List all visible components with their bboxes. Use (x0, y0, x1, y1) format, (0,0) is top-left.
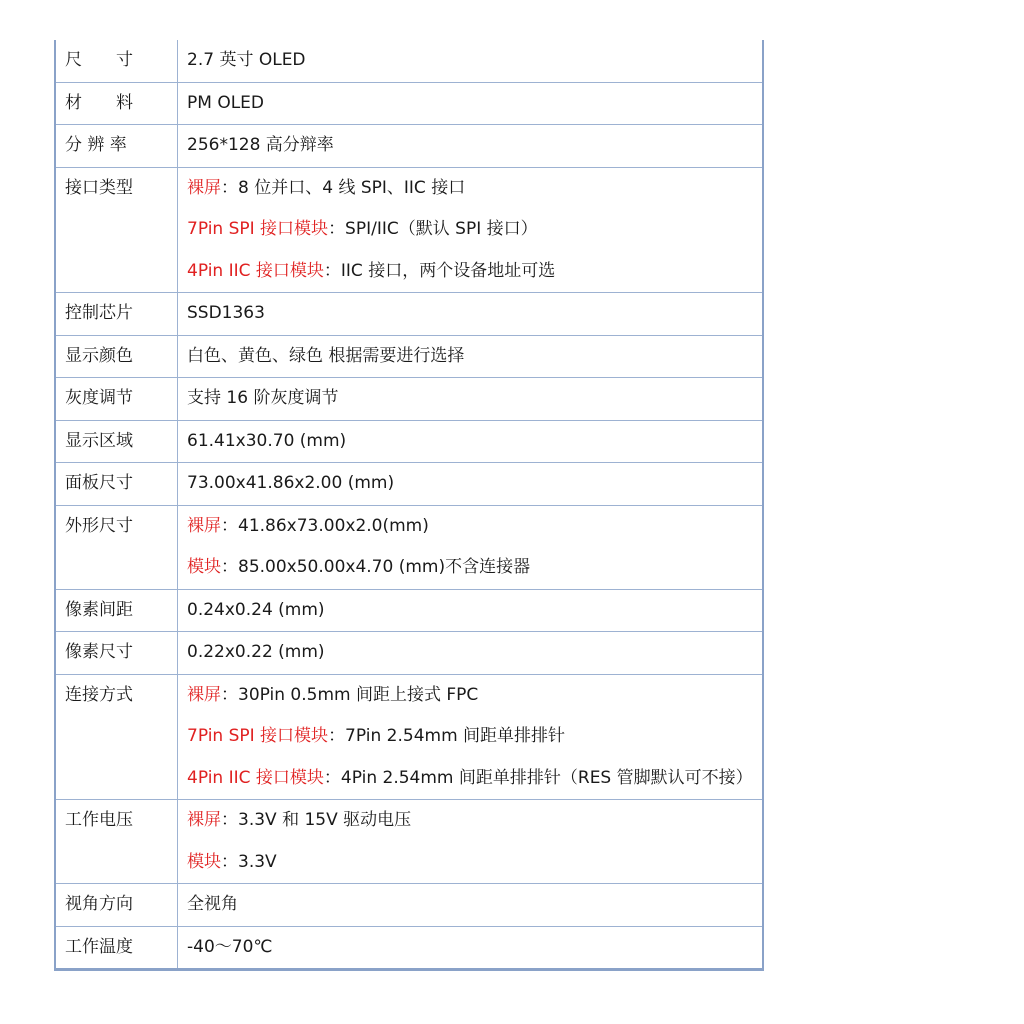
spec-value-text: ：3.3V (221, 851, 277, 872)
spec-value-line (187, 547, 762, 589)
spec-row (55, 884, 763, 927)
spec-label-cell (55, 505, 178, 589)
spec-label: 显示颜色 (65, 345, 133, 366)
spec-value-cell (178, 293, 764, 336)
spec-value-text: 2.7 英寸 OLED (187, 50, 306, 70)
spec-value-text: 0.24x0.24 (mm) (187, 599, 325, 620)
spec-row (55, 505, 763, 589)
spec-value-text: 0.22x0.22 (mm) (187, 642, 325, 662)
spec-label: 接口类型 (65, 177, 133, 198)
spec-value-text: PM OLED (187, 92, 265, 113)
spec-value-text: 61.41x30.70 (mm) (187, 430, 347, 451)
variant-label: 模块 (187, 851, 221, 872)
spec-value-line (187, 632, 762, 674)
spec-label: 连接方式 (65, 684, 133, 705)
spec-value-text: ：SPI/IIC（默认 SPI 接口） (328, 219, 538, 239)
spec-value-cell (178, 82, 764, 125)
spec-row (55, 420, 763, 463)
spec-value-line (187, 421, 762, 463)
variant-label: 裸屏 (187, 177, 221, 198)
spec-row (55, 82, 763, 125)
spec-label: 工作电压 (65, 810, 133, 830)
spec-row (55, 800, 763, 884)
spec-value-line (187, 884, 762, 926)
spec-value-cell (178, 884, 764, 927)
spec-value-line (187, 125, 762, 167)
spec-value-line (187, 842, 762, 884)
spec-label: 像素尺寸 (65, 642, 133, 662)
spec-value-line (187, 40, 762, 82)
spec-label: 视角方向 (65, 894, 133, 914)
spec-row (55, 167, 763, 293)
spec-value-line (187, 83, 762, 125)
spec-value-text: ：3.3V 和 15V 驱动电压 (221, 810, 412, 830)
spec-value-line (187, 336, 762, 378)
spec-value-line (187, 168, 762, 210)
variant-label: 4Pin IIC 接口模块 (187, 260, 324, 281)
spec-label: 材 料 (65, 92, 133, 113)
spec-value-text: ：41.86x73.00x2.0(mm) (221, 515, 429, 536)
spec-value-text: -40～70℃ (187, 936, 273, 957)
spec-value-cell (178, 463, 764, 506)
spec-value-line (187, 675, 762, 717)
spec-value-text: ：30Pin 0.5mm 间距上接式 FPC (221, 684, 479, 705)
spec-table (54, 40, 764, 971)
spec-value-cell (178, 40, 764, 82)
spec-value-text: ：8 位并口、4 线 SPI、IIC 接口 (221, 177, 466, 198)
spec-value-text: 73.00x41.86x2.00 (mm) (187, 473, 395, 493)
spec-value-line (187, 463, 762, 505)
variant-label: 模块 (187, 557, 221, 577)
variant-label: 7Pin SPI 接口模块 (187, 219, 329, 239)
spec-value-cell (178, 632, 764, 675)
spec-value-text: 白色、黄色、绿色 根据需要进行选择 (187, 345, 465, 366)
spec-value-text: 支持 16 阶灰度调节 (187, 388, 339, 408)
spec-label: 灰度调节 (65, 388, 133, 408)
spec-value-line (187, 506, 762, 548)
spec-table-body (55, 40, 763, 970)
spec-value-text: ：IIC 接口，两个设备地址可选 (323, 260, 556, 281)
spec-label-cell (55, 800, 178, 884)
spec-value-line (187, 209, 762, 251)
spec-value-text: ：4Pin 2.54mm 间距单排排针（RES 管脚默认可不接） (323, 767, 753, 788)
spec-label: 显示区域 (65, 430, 133, 451)
spec-row (55, 125, 763, 168)
spec-label: 分 辨 率 (65, 135, 127, 155)
spec-label-cell (55, 335, 178, 378)
spec-label-cell (55, 378, 178, 421)
spec-row (55, 378, 763, 421)
spec-label-cell (55, 589, 178, 632)
spec-label-cell (55, 293, 178, 336)
spec-value-cell (178, 505, 764, 589)
spec-label: 像素间距 (65, 599, 133, 620)
spec-label-cell (55, 632, 178, 675)
spec-value-cell (178, 800, 764, 884)
spec-row (55, 674, 763, 800)
spec-label-cell (55, 926, 178, 970)
spec-row (55, 589, 763, 632)
variant-label: 裸屏 (187, 810, 221, 830)
spec-value-text: ：85.00x50.00x4.70 (mm)不含连接器 (221, 557, 531, 577)
variant-label: 7Pin SPI 接口模块 (187, 726, 329, 746)
spec-label: 尺 寸 (65, 50, 133, 70)
spec-label-cell (55, 167, 178, 293)
spec-value-text: ：7Pin 2.54mm 间距单排排针 (328, 726, 566, 746)
spec-value-cell (178, 167, 764, 293)
spec-row (55, 632, 763, 675)
spec-value-line (187, 251, 762, 293)
spec-label-cell (55, 884, 178, 927)
spec-label-cell (55, 674, 178, 800)
spec-value-line (187, 590, 762, 632)
spec-value-cell (178, 589, 764, 632)
spec-row (55, 335, 763, 378)
spec-label-cell (55, 420, 178, 463)
variant-label: 4Pin IIC 接口模块 (187, 767, 324, 788)
spec-value-cell (178, 335, 764, 378)
spec-row (55, 293, 763, 336)
variant-label: 裸屏 (187, 684, 221, 705)
spec-value-line (187, 800, 762, 842)
spec-label: 面板尺寸 (65, 473, 133, 493)
spec-value-line (187, 716, 762, 758)
variant-label: 裸屏 (187, 515, 221, 536)
spec-value-line (187, 378, 762, 420)
spec-value-cell (178, 420, 764, 463)
spec-label-cell (55, 125, 178, 168)
spec-value-text: 全视角 (187, 894, 238, 914)
spec-value-cell (178, 125, 764, 168)
spec-label-cell (55, 463, 178, 506)
spec-label: 外形尺寸 (65, 515, 133, 536)
spec-label-cell (55, 40, 178, 82)
spec-label: 控制芯片 (65, 303, 133, 323)
spec-row (55, 926, 763, 970)
spec-value-line (187, 927, 762, 969)
spec-label-cell (55, 82, 178, 125)
spec-value-cell (178, 674, 764, 800)
spec-value-text: SSD1363 (187, 303, 265, 323)
spec-value-line (187, 758, 762, 800)
spec-value-line (187, 293, 762, 335)
spec-value-cell (178, 378, 764, 421)
spec-value-cell (178, 926, 764, 970)
spec-label: 工作温度 (65, 936, 133, 957)
spec-row (55, 463, 763, 506)
spec-value-text: 256*128 高分辩率 (187, 135, 334, 155)
spec-row (55, 40, 763, 82)
